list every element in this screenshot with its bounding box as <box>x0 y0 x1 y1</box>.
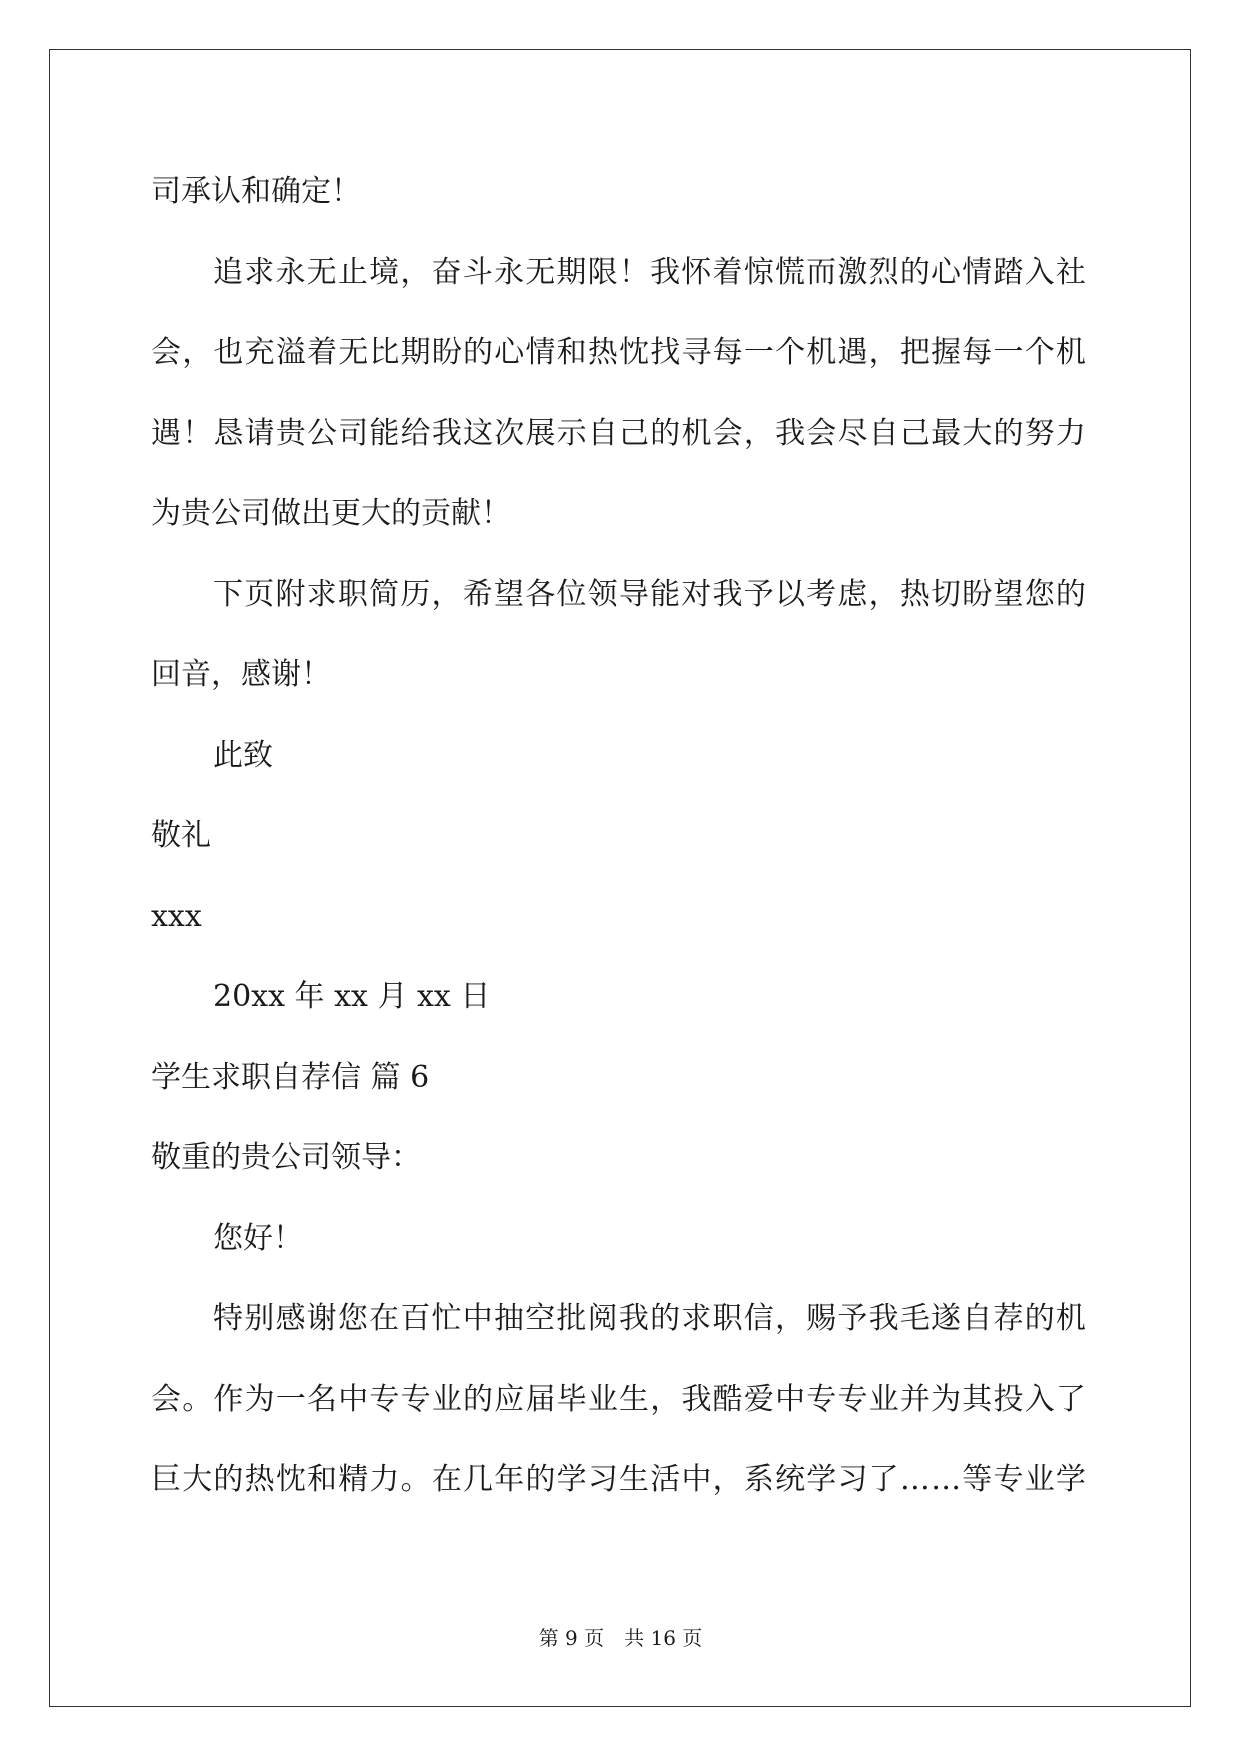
greeting: 您好！ <box>213 1221 303 1256</box>
letter-salutation: 敬重的贵公司领导： <box>151 1140 421 1175</box>
signature-date: 20xx 年 xx 月 xx 日 <box>213 979 491 1014</box>
text-line: 会 。 作 为 一 名 中 专 专 业 的 应 届 毕 业 生 ， 我 酷 爱 中 专 专 业 并 为 其 投 入 了 <box>151 1382 1086 1417</box>
text-line: 回音，感谢！ <box>151 657 331 692</box>
text-line: 追 求 永 无 止 境 ， 奋 斗 永 无 期 限 ！ 我 怀 着 惊 慌 而 激 烈 的 心 情 踏 入 社 <box>213 255 1086 290</box>
text-line: 为贵公司做出更大的贡献！ <box>151 496 511 531</box>
text-line: 巨 大 的 热 忱 和 精 力 。 在 几 年 的 学 习 生 活 中 ， 系 统 学 习 了 … … 等 专 业 学 <box>151 1462 1086 1497</box>
text-line: 司承认和确定！ <box>151 174 361 209</box>
closing-salutation: 此致 <box>213 738 273 773</box>
section-heading: 学生求职自荐信 篇 6 <box>151 1060 430 1095</box>
page-border <box>49 49 1191 1707</box>
text-line: 遇 ！ 恳 请 贵 公 司 能 给 我 这 次 展 示 自 己 的 机 会 ， 我 会 尽 自 己 最 大 的 努 力 <box>151 416 1086 451</box>
signature-name: xxx <box>151 899 202 934</box>
text-line: 会 ， 也 充 溢 着 无 比 期 盼 的 心 情 和 热 忱 找 寻 每 一 个 机 遇 ， 把 握 每 一 个 机 <box>151 335 1086 370</box>
page-total: 共 16 页 <box>624 1626 703 1650</box>
text-line: 下 页 附 求 职 简 历 ， 希 望 各 位 领 导 能 对 我 予 以 考 虑 ， 热 切 盼 望 您 的 <box>213 577 1086 612</box>
page-footer <box>0 1624 1241 1652</box>
page-number: 第 9 页 <box>538 1626 605 1650</box>
text-line: 特 别 感 谢 您 在 百 忙 中 抽 空 批 阅 我 的 求 职 信 ， 赐 予 我 毛 遂 自 荐 的 机 <box>213 1301 1086 1336</box>
closing-regards: 敬礼 <box>151 818 211 853</box>
